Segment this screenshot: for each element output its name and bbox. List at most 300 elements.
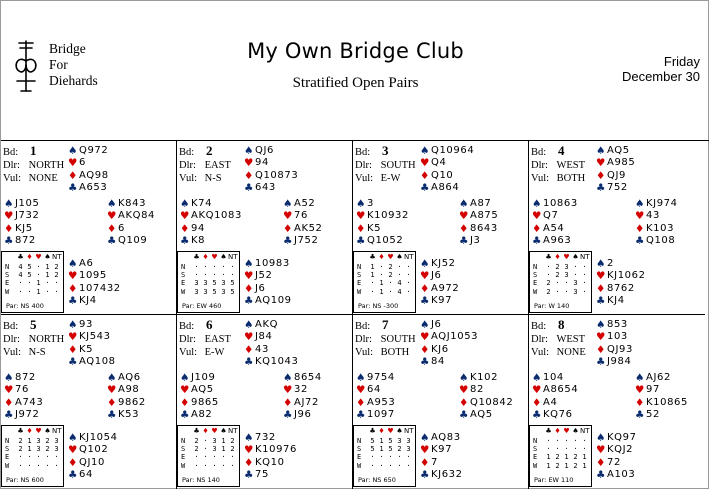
holding-cards: 84 [431, 355, 445, 367]
makeable-contracts-box [353, 425, 416, 487]
holding-cards: AQ5 [607, 145, 630, 156]
holding-cards: J984 [607, 355, 632, 367]
suit-holding [596, 356, 633, 368]
suit-holding [596, 145, 635, 157]
holding-cards: Q10964 [431, 145, 475, 156]
tricks-value: · [230, 263, 235, 271]
board-number: 5 [30, 317, 37, 332]
holding-cards: 93 [79, 319, 93, 330]
declarer-seat: S [5, 445, 10, 454]
dealer-label: Dlr: [355, 160, 372, 171]
declarer-seat: S [357, 445, 362, 454]
tricks-value: 3 [203, 279, 208, 288]
tricks-value: · [203, 453, 208, 462]
suit-holding [283, 235, 323, 247]
suit-holding [596, 344, 633, 356]
vul-value: E-W [204, 347, 225, 358]
tricks-value: 4 [397, 287, 402, 296]
spade-icon: ♠ [244, 432, 255, 445]
spade-icon: ♠ [572, 253, 579, 261]
suit-holding [596, 258, 646, 270]
holding-cards: 10983 [255, 258, 290, 269]
board-2 [177, 141, 353, 315]
club-icon: ♣ [356, 235, 367, 248]
makeable-row [181, 271, 237, 279]
dealer-value: WEST [556, 334, 586, 345]
tricks-value: 1 [379, 445, 384, 454]
holding-cards: 94 [255, 157, 269, 169]
makeable-row [357, 279, 413, 287]
heart-icon: ♥ [635, 384, 646, 397]
tricks-value: 1 [564, 461, 569, 470]
makeable-contracts-box [353, 251, 416, 313]
suit-holding [635, 235, 678, 247]
notrump-label: NT [52, 253, 62, 261]
heart-icon: ♥ [387, 427, 394, 435]
tricks-value: · [54, 287, 59, 296]
holding-cards: A875 [470, 210, 499, 222]
hand-north [244, 145, 298, 194]
tricks-value: · [212, 461, 217, 470]
heart-icon: ♥ [68, 331, 79, 344]
suit-holding [283, 210, 323, 222]
tricks-value: · [379, 461, 384, 470]
club-icon: ♣ [545, 253, 552, 261]
holding-cards: AJ72 [294, 396, 319, 408]
tricks-value: 2 [546, 287, 551, 296]
tricks-value: · [54, 453, 59, 462]
club-icon: ♣ [17, 427, 24, 435]
hand-east [635, 198, 678, 247]
tricks-value: 2 [194, 437, 199, 445]
makeable-row [357, 263, 413, 271]
dealer-value: NORTH [28, 160, 65, 171]
heart-icon: ♥ [35, 427, 42, 435]
tricks-value: 2 [397, 445, 402, 454]
spade-icon: ♠ [596, 258, 607, 271]
dealer-value: EAST [204, 160, 231, 171]
holding-cards: 3 [367, 198, 374, 209]
holding-cards: AQ5 [191, 384, 214, 396]
heart-icon: ♥ [211, 253, 218, 261]
tricks-value: 3 [36, 437, 41, 445]
dealer-label: Dlr: [531, 334, 548, 345]
logo-line: For [49, 57, 68, 72]
makeable-contracts-box [177, 425, 240, 487]
diamond-icon: ♦ [244, 169, 255, 182]
spade-icon: ♠ [356, 372, 367, 385]
tricks-value: 4 [397, 279, 402, 288]
makeable-row [181, 462, 237, 470]
tricks-value: 1 [370, 263, 375, 271]
suit-holding [532, 409, 578, 421]
hand-east [283, 198, 323, 247]
spade-icon: ♠ [68, 432, 79, 445]
heart-icon: ♥ [244, 444, 255, 457]
club-icon: ♣ [420, 469, 431, 482]
hand-north [420, 145, 474, 194]
suit-holding [244, 331, 298, 343]
makeable-row [533, 453, 589, 461]
tricks-value: · [388, 279, 393, 288]
holding-cards: KJ4 [607, 294, 625, 306]
makeable-rows [5, 263, 61, 296]
tricks-value: · [573, 445, 578, 454]
tricks-value: 1 [546, 453, 551, 462]
suit-holding [107, 198, 155, 210]
makeable-row [533, 445, 589, 453]
dealer-value: SOUTH [380, 334, 416, 345]
holding-cards: Q10 [431, 169, 454, 181]
suit-holding [532, 210, 578, 222]
tricks-value: 5 [370, 445, 375, 454]
suit-holding [532, 198, 578, 210]
holding-cards: 52 [646, 408, 660, 420]
tricks-value: · [564, 279, 569, 288]
declarer-seat: E [181, 279, 186, 288]
diamond-icon: ♦ [356, 396, 367, 409]
makeable-header [368, 427, 413, 435]
suit-holding [244, 319, 298, 331]
suit-holding [4, 198, 39, 210]
event-name: Stratified Open Pairs [292, 75, 419, 91]
tricks-value: · [203, 445, 208, 454]
suit-holding [596, 283, 646, 295]
board-number: 7 [382, 317, 389, 332]
tricks-value: 3 [564, 263, 569, 271]
club-icon: ♣ [193, 427, 200, 435]
tricks-value: · [406, 453, 411, 462]
vul-label: Vul: [3, 173, 22, 184]
makeable-rows [181, 437, 237, 470]
club-icon: ♣ [459, 409, 470, 422]
hand-north [420, 319, 478, 368]
club-icon: ♣ [596, 356, 607, 369]
vul-value: BOTH [380, 347, 410, 358]
suit-holding [244, 457, 297, 469]
par-value: W 140 [548, 302, 570, 310]
tricks-value: · [194, 263, 199, 271]
club-icon: ♣ [532, 409, 543, 422]
makeable-contracts-box [1, 425, 64, 487]
holding-cards: J6 [431, 270, 442, 282]
tricks-value: · [194, 453, 199, 462]
holding-cards: KQ10 [255, 456, 285, 468]
makeable-row [5, 445, 61, 453]
diamond-icon: ♦ [635, 222, 646, 235]
tricks-value: · [370, 453, 375, 462]
par-label: Par: [182, 476, 195, 484]
spade-icon: ♠ [420, 319, 431, 332]
heart-icon: ♥ [532, 384, 543, 397]
tricks-value: 3 [221, 279, 226, 288]
tricks-value: · [564, 287, 569, 296]
notrump-label: NT [580, 253, 590, 261]
tricks-value: 2 [555, 461, 560, 470]
club-icon: ♣ [420, 182, 431, 195]
tricks-value: 2 [555, 453, 560, 462]
suit-holding [532, 384, 578, 396]
holding-cards: Q109 [118, 234, 148, 246]
club-icon: ♣ [545, 427, 552, 435]
holding-cards: 43 [646, 210, 660, 222]
suit-holding [420, 157, 474, 169]
makeable-header [544, 427, 589, 435]
tricks-value: · [27, 279, 32, 288]
par-label: Par: [534, 476, 547, 484]
tricks-value: 2 [555, 271, 560, 280]
tricks-value: · [36, 453, 41, 462]
tricks-value: · [221, 263, 226, 271]
holding-cards: KJ6 [431, 343, 449, 355]
diamond-icon: ♦ [180, 222, 191, 235]
holding-cards: K97 [431, 294, 453, 306]
tricks-value: · [230, 271, 235, 280]
diamond-icon: ♦ [202, 427, 209, 435]
club-icon: ♣ [244, 469, 255, 482]
makeable-row [357, 437, 413, 445]
suit-holding [4, 409, 43, 421]
declarer-seat: E [357, 453, 362, 462]
heart-icon: ♥ [180, 384, 191, 397]
holding-cards: KJ1054 [79, 432, 118, 443]
tricks-value: 1 [221, 445, 226, 454]
dealer-label: Dlr: [179, 160, 196, 171]
suit-holding [532, 235, 578, 247]
spade-icon: ♠ [244, 145, 255, 158]
suit-holding [635, 372, 688, 384]
suit-holding [180, 223, 242, 235]
hand-north [244, 319, 298, 368]
suit-holding [68, 457, 118, 469]
declarer-seat: W [5, 287, 10, 296]
makeable-row [181, 453, 237, 461]
heart-icon: ♥ [244, 270, 255, 283]
tricks-value: · [388, 461, 393, 470]
hand-north [596, 319, 633, 368]
spade-icon: ♠ [596, 319, 607, 332]
declarer-seat: W [5, 461, 10, 470]
holding-cards: J3 [470, 234, 481, 246]
heart-icon: ♥ [563, 253, 570, 261]
diamond-icon: ♦ [68, 169, 79, 182]
suit-holding [68, 319, 116, 331]
heart-icon: ♥ [68, 444, 79, 457]
diamond-icon: ♦ [68, 456, 79, 469]
tricks-value: · [555, 287, 560, 296]
heart-icon: ♥ [387, 253, 394, 261]
makeable-rows [533, 263, 589, 296]
tricks-value: · [546, 445, 551, 454]
par-label: Par: [358, 476, 371, 484]
spade-icon: ♠ [180, 372, 191, 385]
spade-icon: ♠ [68, 319, 79, 332]
heart-icon: ♥ [244, 331, 255, 344]
makeable-rows [5, 437, 61, 470]
tricks-value: · [194, 461, 199, 470]
hand-south [244, 258, 292, 307]
holding-cards: KQ1043 [255, 355, 299, 367]
holding-cards: 64 [79, 468, 93, 480]
hand-east [459, 372, 513, 421]
holding-cards: A864 [431, 181, 460, 193]
tricks-value: 1 [221, 437, 226, 445]
spade-icon: ♠ [180, 198, 191, 211]
heart-icon: ♥ [356, 384, 367, 397]
spade-icon: ♠ [107, 198, 118, 211]
suit-holding [459, 397, 513, 409]
heart-icon: ♥ [596, 444, 607, 457]
tricks-value: · [379, 271, 384, 280]
spade-icon: ♠ [44, 253, 51, 261]
tricks-value: · [546, 263, 551, 271]
hand-east [107, 372, 146, 421]
event-day: Friday [663, 54, 700, 69]
holding-cards: QJ93 [607, 343, 633, 355]
holding-cards: 94 [191, 222, 205, 234]
holding-cards: J6 [255, 282, 266, 294]
suit-holding [420, 182, 474, 194]
club-name: My Own Bridge Club [247, 39, 464, 63]
event-date [622, 54, 700, 84]
tricks-value: · [45, 287, 50, 296]
tricks-value: · [18, 279, 23, 288]
suit-holding [356, 210, 409, 222]
makeable-row [181, 263, 237, 271]
holding-cards: KQ97 [607, 432, 637, 443]
tricks-value: · [45, 279, 50, 288]
board-number: 8 [558, 317, 565, 332]
suit-holding [420, 344, 478, 356]
tricks-value: · [397, 263, 402, 271]
spade-icon: ♠ [532, 198, 543, 211]
makeable-row [5, 263, 61, 271]
diamond-icon: ♦ [596, 169, 607, 182]
makeable-row [5, 437, 61, 445]
suit-holding [459, 198, 498, 210]
holding-cards: AQ5 [470, 408, 493, 420]
holding-cards: A103 [607, 468, 636, 480]
suit-holding [356, 235, 409, 247]
board-7 [353, 315, 529, 489]
holding-cards: KJ4 [79, 294, 97, 306]
notrump-label: NT [228, 253, 238, 261]
diamond-icon: ♦ [283, 222, 294, 235]
diamond-icon: ♦ [68, 282, 79, 295]
hand-west [532, 198, 578, 247]
tricks-value: 1 [45, 263, 50, 271]
diamond-icon: ♦ [532, 396, 543, 409]
tricks-value: · [546, 271, 551, 280]
tricks-value: 3 [406, 445, 411, 454]
club-icon: ♣ [420, 356, 431, 369]
holding-cards: KJ543 [79, 331, 111, 343]
dealer-label: Dlr: [355, 334, 372, 345]
suit-holding [420, 469, 463, 481]
heart-icon: ♥ [635, 210, 646, 223]
declarer-seat: N [357, 263, 362, 271]
spade-icon: ♠ [107, 372, 118, 385]
hand-north [68, 145, 109, 194]
tricks-value: · [54, 279, 59, 288]
tricks-value: · [194, 271, 199, 280]
suit-holding [596, 157, 635, 169]
makeable-row [357, 271, 413, 279]
holding-cards: K103 [646, 222, 675, 234]
tricks-value: · [27, 453, 32, 462]
makeable-rows [357, 437, 413, 470]
suit-holding [244, 283, 292, 295]
spade-icon: ♠ [283, 372, 294, 385]
tricks-value: · [555, 279, 560, 288]
declarer-seat: N [533, 263, 538, 271]
par-value: EW 110 [548, 476, 574, 484]
tricks-value: 3 [194, 287, 199, 296]
heart-icon: ♥ [68, 270, 79, 283]
suit-holding [180, 210, 242, 222]
diamond-icon: ♦ [596, 456, 607, 469]
tricks-value: 1 [370, 271, 375, 280]
tricks-value: · [230, 453, 235, 462]
suit-holding [68, 295, 121, 307]
tricks-value: · [564, 445, 569, 454]
suit-holding [180, 384, 219, 396]
tricks-value: · [406, 287, 411, 296]
heart-icon: ♥ [4, 210, 15, 223]
tricks-value: · [45, 453, 50, 462]
club-icon: ♣ [193, 253, 200, 261]
holding-cards: 872 [15, 372, 36, 383]
declarer-seat: N [5, 437, 10, 445]
suit-holding [107, 223, 155, 235]
tricks-value: · [388, 453, 393, 462]
spade-icon: ♠ [532, 372, 543, 385]
suit-holding [596, 270, 646, 282]
spade-icon: ♠ [635, 372, 646, 385]
vul-value: N-S [204, 173, 222, 184]
tricks-value: · [27, 461, 32, 470]
holding-cards: QJ10 [79, 456, 105, 468]
holding-cards: Q102 [79, 444, 109, 456]
tricks-value: 5 [212, 279, 217, 288]
holding-cards: 853 [607, 319, 628, 330]
suit-holding [107, 372, 146, 384]
holding-cards: A87 [470, 198, 492, 209]
suit-holding [107, 409, 146, 421]
suit-holding [4, 372, 43, 384]
club-icon: ♣ [17, 253, 24, 261]
holding-cards: A6 [79, 258, 94, 269]
holding-cards: 1097 [367, 408, 395, 420]
holding-cards: J6 [431, 319, 442, 330]
tricks-value: · [45, 461, 50, 470]
holding-cards: Q10842 [470, 396, 514, 408]
holding-cards: 872 [15, 234, 36, 246]
vul-value: BOTH [556, 173, 586, 184]
makeable-row [533, 263, 589, 271]
club-icon: ♣ [180, 409, 191, 422]
suit-holding [356, 372, 395, 384]
holding-cards: AKQ [255, 319, 279, 330]
tricks-value: · [406, 263, 411, 271]
holding-cards: A743 [15, 396, 44, 408]
heart-icon: ♥ [459, 210, 470, 223]
tricks-value: 2 [194, 445, 199, 454]
holding-cards: Q108 [646, 234, 676, 246]
par-value: NS 140 [196, 476, 220, 484]
suit-holding [420, 457, 463, 469]
board-3 [353, 141, 529, 315]
